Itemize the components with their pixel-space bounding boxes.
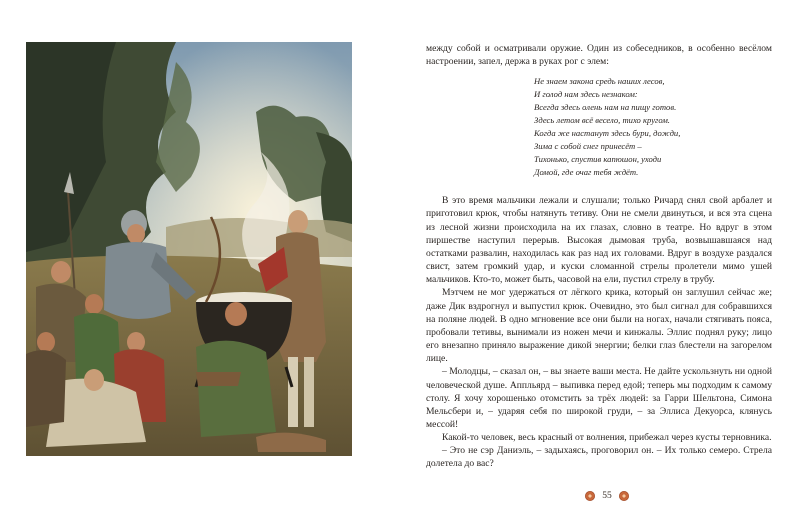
paragraph: между собой и осматривали оружие. Один из собеседников, в особенно весёлом настроении, запел, держа в руках рог с элем: [426,43,772,68]
paragraph: Мэтчем не мог удержаться от лёгкого крика, который он заглушил сейчас же; даже Дик вздрогнул и выпустил крюк. Очевидно, это был сигнал для собравшихся на поляне людей. В одно мгновение все они были на ногах, начали стягивать пояса, пробовали тетивы, вынимали из ножен мечи и кинжалы. Эллис поднял руку; лицо его внезапно приняло выражение дикой энергии; белки глаз блестели на загорелом лице. [426,287,772,365]
poem-line: Тихонько, спустив капюшон, уходи [534,154,662,165]
poem-line: Всегда здесь олень нам на пищу готов. [534,102,677,113]
poem-line: Не знаем закона средь наших лесов, [534,76,665,87]
page-text [426,42,772,471]
paragraph: – Молодцы, – сказал он, – вы знаете ваши места. Не дайте ускользнуть ни одной человеческой душе. Аппльярд – выпивка перед едой; теперь мы подходим к самому столу. Я хочу хорошенько отомстить за трёх людей: за Гарри Шельтона, Симона Мельсбери и, – ударяя себя по широкой груди, – за Эллиса Декуорса, клянусь мессой! [426,366,772,430]
paragraph: – Это не сэр Даниэль, – задыхаясь, проговорил он. – Их только семеро. Стрела долетела до вас? [426,445,772,470]
ornament-icon [585,491,595,501]
poem-line: И голод нам здесь незнаком: [534,89,638,100]
poem [534,75,772,179]
paragraph: В это время мальчики лежали и слушали; только Ричард снял свой арбалет и приготовил крюк, чтобы натянуть тетиву. Они не смели двинуться, и вся эта сцена из лесной жизни происходила на их глазах, словно в театре. Но вдруг в этом пиршестве наступил перерыв. Высокая дымовая труба, возвышавшаяся над остатками развалин, находилась как раз над их головами. Вдруг в воздухе раздался свист, затем громкий удар, и куски сломанной стрелы пролетели мимо ушей мальчиков. Кто-то, может быть, часовой на ели, пустил стрелу в трубу. [426,195,772,286]
poem-line: Здесь летом всё весело, тихо кругом. [534,115,670,126]
ornament-icon [619,491,629,501]
paragraph: Какой-то человек, весь красный от волнения, прибежал через кусты терновника. [442,432,772,444]
poem-line: Когда же настанут здесь бури, дожди, [534,128,681,139]
poem-line: Домой, где очаг тебя ждёт. [534,167,639,178]
poem-line: Зима с собой снег принесёт – [534,141,642,152]
page-number-block [585,489,629,503]
illustration [26,42,352,456]
page-number: 55 [602,491,612,501]
camp-scene-painting [26,42,352,456]
